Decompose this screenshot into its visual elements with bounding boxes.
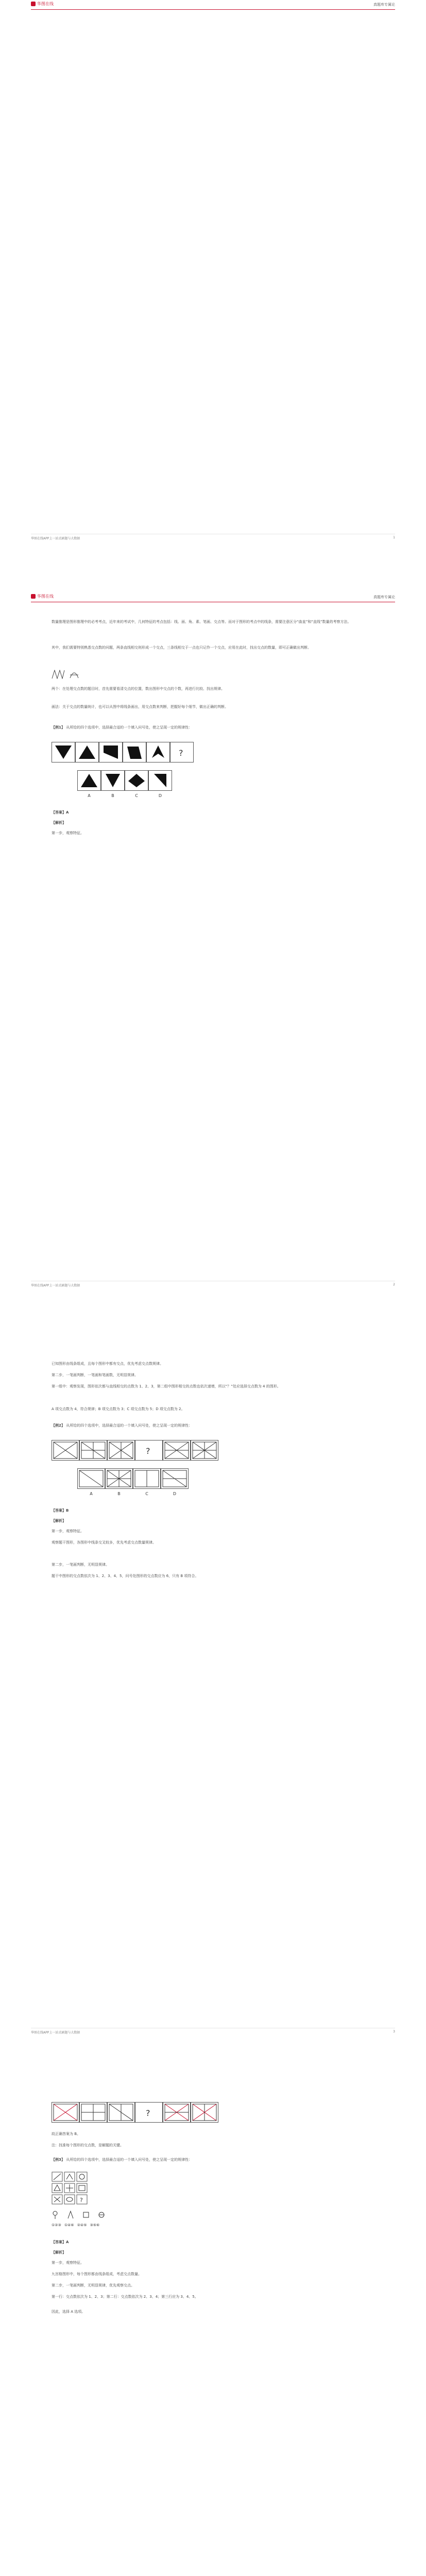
logo-text: 华图在线 [37,594,54,599]
option-symbol [82,2210,90,2219]
figure-cell [163,1440,191,1461]
svg-text:?: ? [146,1446,150,1456]
grid-cell [64,2194,75,2205]
question-label: 【例3】 [52,2158,65,2162]
question-figure-row [52,1440,218,1461]
analysis-label: 【解析】 [52,821,66,825]
option-letter: A [90,1492,93,1496]
footer-text: 华图在线APP上一站式刷题与大数据 [31,537,80,540]
loop-figure [69,670,79,679]
figure-cell [79,1440,107,1461]
option-figure[interactable] [101,770,125,791]
header-right-text: 真题库专属论 [373,3,395,7]
paragraph: 画法：关于交点的数量统计，也可以从图中将线条画出，用交点数来判断，把握好每个细节，做出正确的判断。 [52,705,228,709]
document-page-1 [31,0,395,541]
document-page-3 [31,1350,395,2035]
figure-cell [123,742,146,762]
answer-label: 【答案】A [52,2240,69,2244]
question-3 [52,2156,374,2163]
option-symbols [52,2210,105,2219]
document-page-2 [31,592,395,1288]
figure-cell [163,2102,191,2123]
example-figures [52,670,79,679]
page-footer [31,1281,395,1287]
option-label: ②④⑤ [77,2223,87,2227]
option-symbol [52,2210,59,2219]
analysis-label: 【解析】 [52,2250,66,2255]
question-1 [52,724,374,731]
figure-cell [146,742,170,762]
analysis-text: 第一步，观察特征。 [52,1529,84,1533]
figure-cell [99,742,123,762]
question-mark-cell [135,2102,163,2123]
paragraph: 因此，选择 A 选项。 [52,2310,86,2314]
paragraph: 第一组中：观察发现，图形依次都与直线相交的点数为 1、2、3，第二组中图形相交的点数也依次递增，所以“？”处应选择交点数为 4 的图形。 [52,1384,281,1388]
question-label: 【例1】 [52,725,65,730]
option-letter: D [173,1492,177,1496]
figure-cell [191,2102,218,2123]
brand-logo [31,1,54,7]
option-labels [52,2223,99,2227]
option-figure[interactable] [125,770,148,791]
grid-cell [64,2183,75,2193]
question-figure-row [52,742,194,762]
grid-cell [76,2194,88,2205]
option-symbol [98,2210,105,2219]
footer-text: 华图在线APP上一站式刷题与大数据 [31,1284,80,1287]
analysis-text: 第一步，观察特征。 [52,831,84,835]
svg-text:?: ? [146,2108,150,2118]
grid-cell [76,2183,88,2193]
option-letters [77,793,172,798]
question-mark-cell [135,1440,163,1461]
question-text: 从所给的四个选项中，选择最合适的一个填入问号处，使之呈现一定的规律性： [66,2158,193,2162]
question-mark-cell [170,742,194,762]
page-number: 3 [393,2030,395,2033]
paragraph: 两个：在处理交点数的题目时，首先需要看清交点的位置，数出图形中交点的个数，再进行比较、找出规律。 [52,687,225,691]
paragraph: 数量推理是图形推理中的必考考点，近年来的考试中，几何特征的考点包括：线、面、角、素、笔画、交点等。而对于图形的考点中的线条，需要注意区分“曲直”和“直线”数量的考察方法。 [52,620,351,624]
option-symbol [67,2210,74,2219]
option-figure[interactable] [77,1468,105,1489]
option-figure[interactable] [105,1468,133,1489]
question-label: 【例2】 [52,1423,65,1428]
option-figure[interactable] [148,770,172,791]
logo-text: 华图在线 [37,2,54,6]
option-figure[interactable] [77,770,101,791]
paragraph: 故正确答案为 B。 [52,2132,81,2136]
logo-icon [31,2,36,6]
header-right-text: 真题库专属论 [373,595,395,599]
zigzag-figure [52,670,65,679]
figure-cell [107,2102,135,2123]
paragraph: 第二步，一笔画判断，一笔画和笔画数，无明显规律。 [52,1373,138,1377]
document-page-4 [31,2097,395,2576]
logo-icon [31,594,36,599]
option-letter: A [88,793,91,798]
paragraph: 其中，我们需要特别熟悉交点数的问题，两条直线相交则形成一个交点，三条线相交于一点也只记作一个交点，应用在此时，找出交点的数量，即可正确做出判断。 [52,646,311,650]
page-number: 2 [393,1283,395,1286]
paragraph: 已知图形由线条组成，且每个图形中都有交点，优先考虑交点数规律。 [52,1362,163,1366]
footer-text: 华图在线APP上一站式刷题与大数据 [31,2031,80,2035]
option-figure[interactable] [133,1468,161,1489]
paragraph: 观察题干图形，各图形中线条交叉较多，优先考虑交点数量规律。 [52,1540,156,1545]
page-header [31,0,395,10]
answer-label: 【答案】A [52,810,69,815]
page-footer [31,2028,395,2035]
option-letter: B [117,1492,121,1496]
paragraph: A 项交点数为 4，符合规律；B 项交点数为 3；C 项交点数为 5；D 项交点数为 2。 [52,1407,185,1411]
grid-cell [52,2183,63,2193]
option-label: ③⑤⑥ [90,2223,100,2227]
svg-text:?: ? [179,748,183,758]
grid-figure [52,2172,88,2205]
option-letters [77,1492,189,1496]
page-header [31,592,395,602]
analysis-label: 【解析】 [52,1519,66,1523]
option-letter: C [145,1492,148,1496]
figure-cell [52,742,75,762]
option-letter: D [158,793,162,798]
option-letter: C [135,793,138,798]
page-number: 1 [393,536,395,539]
grid-cell [76,2172,88,2182]
option-figure-row [77,770,172,791]
option-figure-row [77,1468,189,1489]
figure-cell [191,1440,218,1461]
grid-cell [64,2172,75,2182]
paragraph: 第二步，一笔画判断，无明显规律。 [52,1563,109,1567]
grid-cell [52,2194,63,2205]
brand-logo [31,594,54,599]
answer-label: 【答案】B [52,1509,69,1513]
grid-cell [52,2172,63,2182]
analysis-text: 第一步，观察特征。 [52,2261,84,2265]
question-text: 从所给的四个选项中，选择最合适的一个填入问号处，使之呈现一定的规律性： [66,725,193,730]
option-letter: B [111,793,114,798]
figure-cell [52,1440,79,1461]
question-2 [52,1422,374,1429]
page-footer [31,534,395,540]
figure-cell [79,2102,107,2123]
option-figure[interactable] [161,1468,189,1489]
paragraph: 九宫格图形中，每个图形都由线条组成，考虑交点数量。 [52,2272,142,2276]
paragraph: 题干中图形的交点数依次为 1、2、3、4、5，问号处图形的交点数应为 6，只有 B 项符合。 [52,1574,199,1578]
option-label: ①②③ [52,2223,61,2227]
question-text: 从所给的四个选项中，选择最合适的一个填入问号处，使之呈现一定的规律性： [66,1423,193,1428]
continued-figure-row [52,2102,218,2123]
svg-text:?: ? [80,2197,83,2204]
option-label: ①④⑥ [64,2223,74,2227]
figure-cell [52,2102,79,2123]
paragraph: 第二步，一笔画判断，无明显规律，优先观察交点。 [52,2283,134,2287]
figure-cell [75,742,99,762]
paragraph: 第一行：交点数依次为 1、2、3；第二行：交点数依次为 2、3、4；第三行应为 3、4、5。 [52,2295,198,2299]
figure-cell [107,1440,135,1461]
paragraph: 注：找准每个图形的交点数，是解题的关键。 [52,2143,124,2147]
